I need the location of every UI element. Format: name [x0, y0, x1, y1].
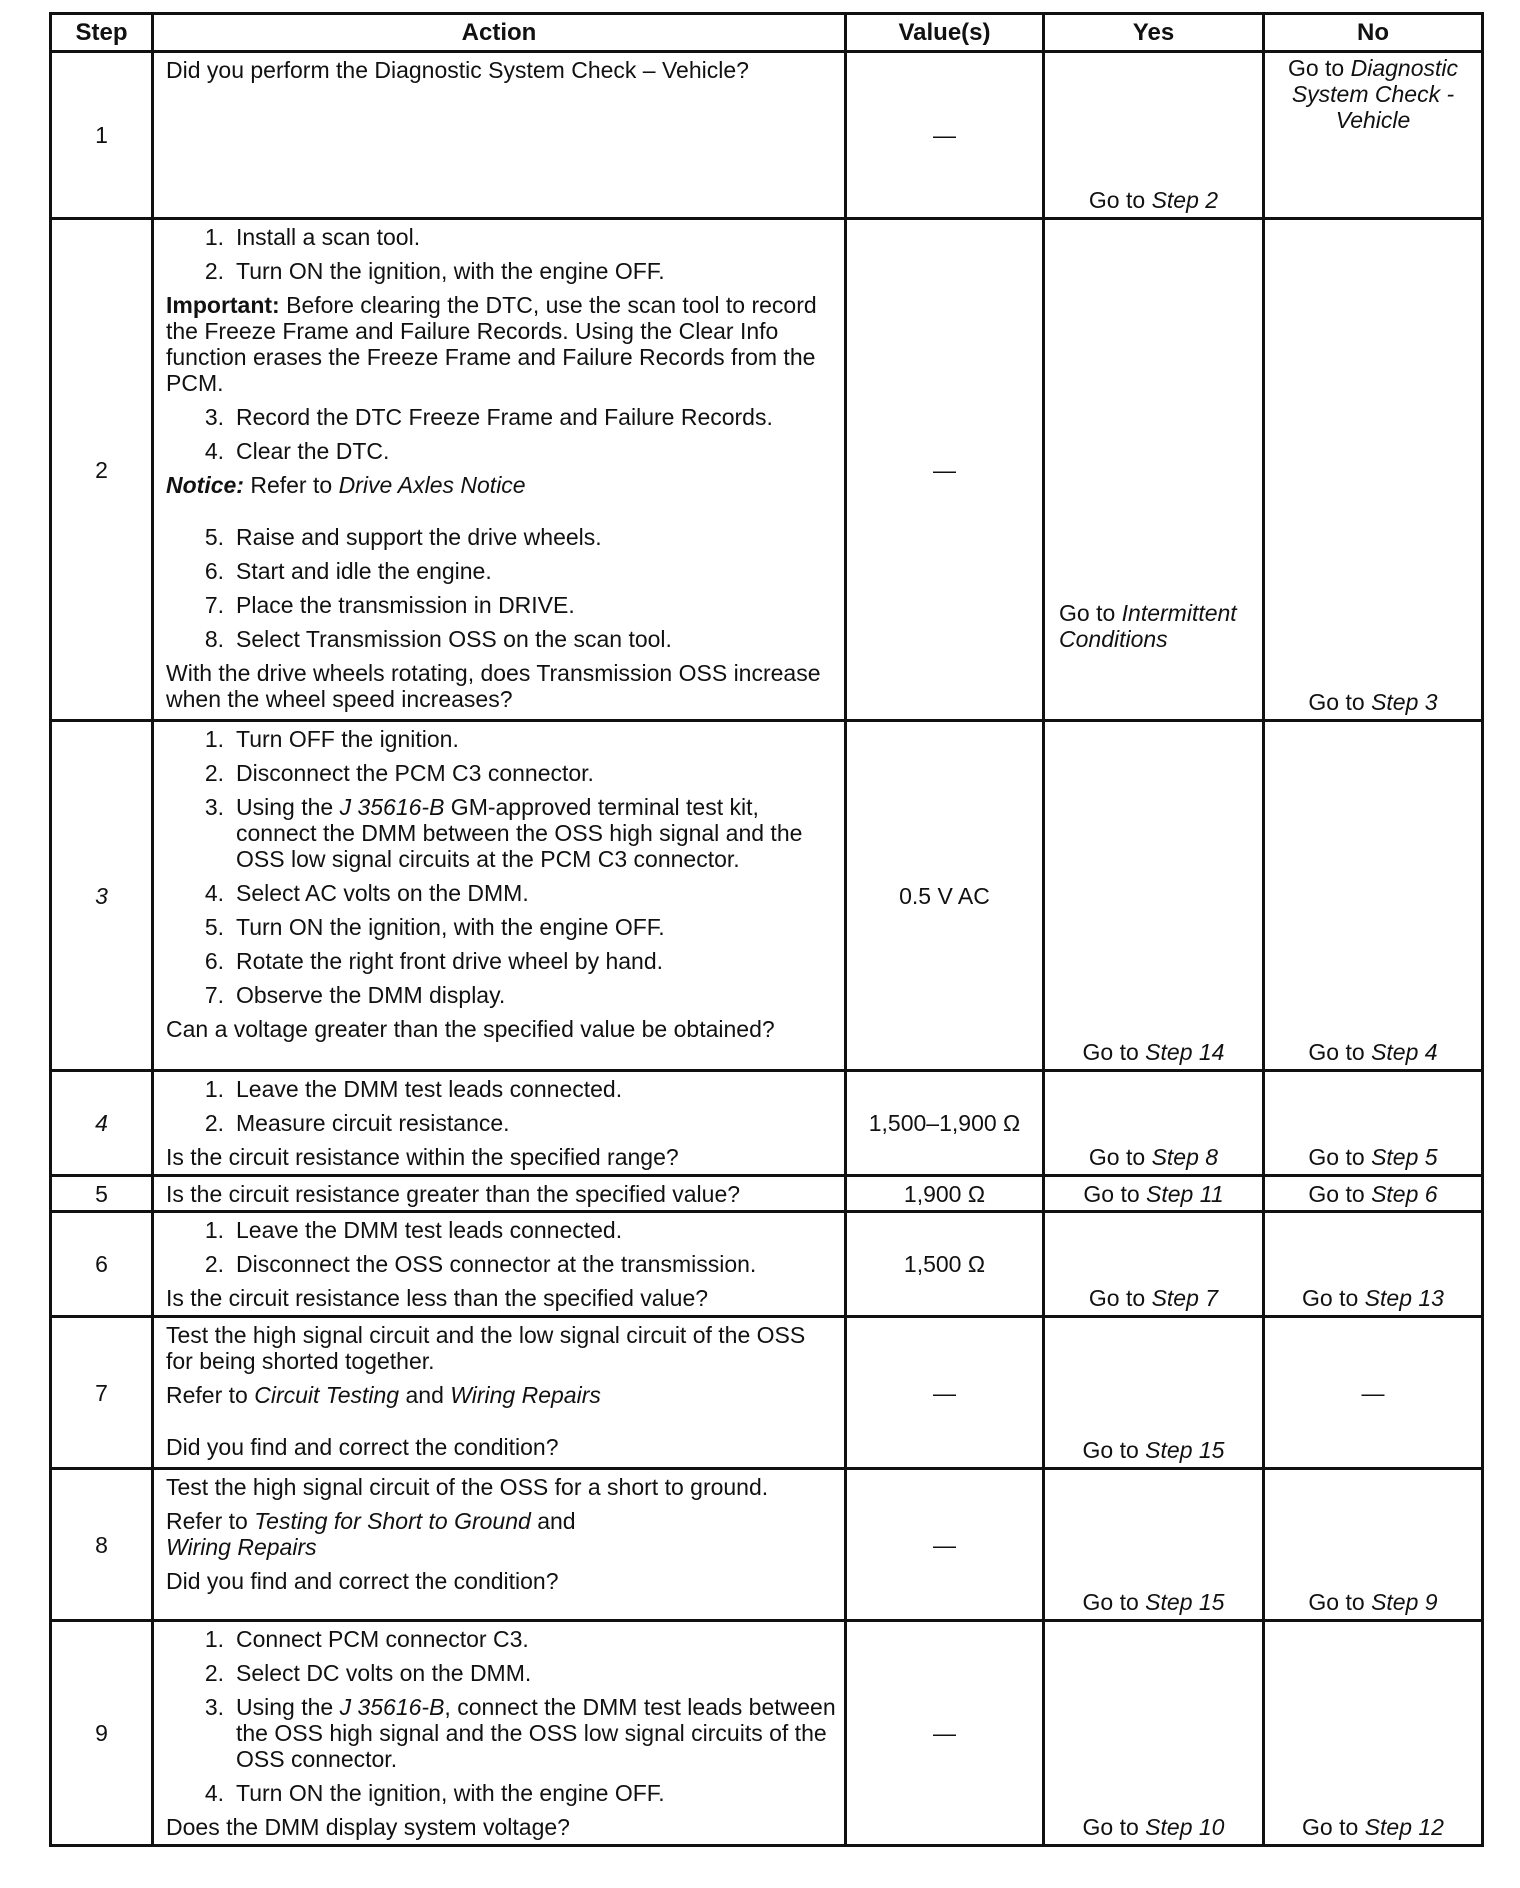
- reference-link[interactable]: Wiring Repairs: [450, 1382, 601, 1408]
- yes-cell: [1044, 721, 1264, 1071]
- list-item: 1. Leave the DMM test leads connected.: [204, 1217, 623, 1243]
- action-cell: [153, 219, 846, 721]
- no-cell: —: [1264, 1317, 1483, 1469]
- link-prefix: Go to: [1287, 55, 1351, 81]
- value-cell: 1,500–1,900 Ω: [846, 1071, 1044, 1176]
- no-link[interactable]: [1265, 1589, 1481, 1615]
- no-link[interactable]: [1265, 1285, 1481, 1311]
- no-cell: [1264, 1621, 1483, 1846]
- list-item: 4. Clear the DTC.: [204, 438, 390, 464]
- link-target: Step 2: [1151, 187, 1219, 213]
- link-prefix: Go to: [1308, 689, 1372, 715]
- question-text: Is the circuit resistance greater than the specified value?: [166, 1180, 741, 1207]
- yes-link[interactable]: [1045, 1437, 1262, 1463]
- yes-cell: [1044, 1071, 1264, 1176]
- link-target: Step 4: [1371, 1039, 1438, 1065]
- value-cell: 1,900 Ω: [846, 1176, 1044, 1212]
- instruction-text: Test the high signal circuit and the low signal circuit of the OSS for being shorted together.: [166, 1322, 806, 1374]
- list-item: 4. Select AC volts on the DMM.: [204, 880, 529, 906]
- link-prefix: Go to: [1088, 1144, 1152, 1170]
- yes-cell: [1044, 52, 1264, 219]
- yes-link[interactable]: [1045, 1285, 1262, 1311]
- step-number: 1: [51, 52, 153, 219]
- value-cell: —: [846, 52, 1044, 219]
- list-item: 1. Turn OFF the ignition.: [204, 726, 459, 752]
- value-cell: —: [846, 1317, 1044, 1469]
- no-link[interactable]: [1265, 1814, 1481, 1840]
- tool-reference: J 35616-B: [339, 1694, 445, 1720]
- yes-link[interactable]: [1045, 1589, 1262, 1615]
- yes-cell: [1044, 1469, 1264, 1621]
- link-target: Step 3: [1371, 689, 1438, 715]
- diagnostic-table: [49, 12, 1484, 1847]
- step-list: [166, 1626, 836, 1806]
- header-step: Step: [51, 14, 153, 52]
- link-target: Step 13: [1364, 1285, 1444, 1311]
- yes-link[interactable]: [1045, 187, 1262, 213]
- question-text: Is the circuit resistance within the specified range?: [166, 1144, 679, 1170]
- no-link[interactable]: [1265, 1039, 1481, 1065]
- step-number: 4: [51, 1071, 153, 1176]
- table-row: [51, 1469, 1483, 1621]
- yes-link[interactable]: [1059, 600, 1258, 652]
- yes-cell: [1044, 1212, 1264, 1317]
- table-row: [51, 1212, 1483, 1317]
- no-link[interactable]: [1308, 1181, 1437, 1207]
- action-cell: [153, 1071, 846, 1176]
- list-item: 1. Connect PCM connector C3.: [204, 1626, 529, 1652]
- question-text: Did you perform the Diagnostic System Check – Vehicle?: [166, 57, 749, 83]
- list-item: 6. Rotate the right front drive wheel by hand.: [204, 948, 664, 974]
- link-prefix: Go to: [1082, 1814, 1146, 1840]
- list-item: 7. Place the transmission in DRIVE.: [204, 592, 575, 618]
- table-row: [51, 1176, 1483, 1212]
- step-number: 3: [51, 721, 153, 1071]
- list-item: 7. Observe the DMM display.: [204, 982, 506, 1008]
- link-target: Step 7: [1151, 1285, 1219, 1311]
- link-prefix: Go to: [1302, 1814, 1365, 1840]
- action-cell: [153, 1621, 846, 1846]
- reference-link[interactable]: Circuit Testing: [254, 1382, 400, 1408]
- question-text: With the drive wheels rotating, does Transmission OSS increase when the wheel speed increases?: [166, 660, 821, 712]
- step-number: 8: [51, 1469, 153, 1621]
- list-item: 2. Turn ON the ignition, with the engine OFF.: [204, 258, 665, 284]
- link-prefix: Go to: [1059, 600, 1122, 626]
- step-list: [166, 1217, 836, 1277]
- step-number: 5: [51, 1176, 153, 1212]
- link-prefix: Go to: [1082, 1437, 1146, 1463]
- list-item: 3. Using the J 35616-B, connect the DMM test leads between the OSS high signal and the OSS low signal circuits of the OSS connector.: [204, 1694, 836, 1772]
- step-list: [166, 524, 836, 652]
- question-text: Did you find and correct the condition?: [166, 1568, 559, 1594]
- link-target: Step 10: [1145, 1814, 1225, 1840]
- no-link[interactable]: [1265, 689, 1481, 715]
- list-item: 5. Turn ON the ignition, with the engine OFF.: [204, 914, 665, 940]
- table-row: [51, 1071, 1483, 1176]
- link-target: Step 15: [1145, 1437, 1225, 1463]
- link-prefix: Go to: [1088, 1285, 1152, 1311]
- no-link[interactable]: [1265, 53, 1481, 133]
- link-target: Step 5: [1371, 1144, 1438, 1170]
- refer-text: Refer to Circuit Testing and Wiring Repairs: [166, 1382, 601, 1408]
- table-row: [51, 1317, 1483, 1469]
- table-row: [51, 1621, 1483, 1846]
- link-prefix: Go to: [1308, 1144, 1372, 1170]
- yes-cell: [1044, 1621, 1264, 1846]
- list-item: 4. Turn ON the ignition, with the engine OFF.: [204, 1780, 665, 1806]
- no-cell: [1264, 1071, 1483, 1176]
- yes-cell: [1044, 1317, 1264, 1469]
- link-prefix: Go to: [1082, 1589, 1146, 1615]
- list-item: 3. Record the DTC Freeze Frame and Failure Records.: [204, 404, 773, 430]
- table-row: [51, 721, 1483, 1071]
- no-cell: [1264, 1176, 1483, 1212]
- link-target: Step 14: [1145, 1039, 1225, 1065]
- question-text: Does the DMM display system voltage?: [166, 1814, 570, 1840]
- yes-link[interactable]: [1083, 1181, 1223, 1207]
- value-cell: —: [846, 1469, 1044, 1621]
- question-text: Can a voltage greater than the specified value be obtained?: [166, 1016, 775, 1042]
- action-cell: [153, 1212, 846, 1317]
- link-prefix: Go to: [1082, 1039, 1146, 1065]
- list-item: 1. Leave the DMM test leads connected.: [204, 1076, 623, 1102]
- question-text: Is the circuit resistance less than the specified value?: [166, 1285, 709, 1311]
- link-target: Step 12: [1364, 1814, 1444, 1840]
- no-cell: [1264, 1469, 1483, 1621]
- value-cell: 1,500 Ω: [846, 1212, 1044, 1317]
- list-item: 2. Measure circuit resistance.: [204, 1110, 510, 1136]
- link-prefix: Go to: [1308, 1039, 1372, 1065]
- link-prefix: Go to: [1088, 187, 1152, 213]
- action-cell: [153, 1317, 846, 1469]
- yes-link[interactable]: [1045, 1144, 1262, 1170]
- step-list: [166, 404, 836, 464]
- link-prefix: Go to: [1083, 1180, 1147, 1207]
- list-item: 3. Using the J 35616-B GM-approved terminal test kit, connect the DMM between the OSS high signal and the OSS low signal circuits at the PCM C3 connector.: [204, 794, 803, 872]
- action-cell: [153, 1469, 846, 1621]
- link-target: Intermittent Conditions: [1059, 600, 1237, 652]
- link-prefix: Go to: [1308, 1180, 1372, 1207]
- list-item: 2. Disconnect the OSS connector at the transmission.: [204, 1251, 757, 1277]
- no-cell: [1264, 219, 1483, 721]
- header-row: [51, 14, 1483, 52]
- value-cell: —: [846, 1621, 1044, 1846]
- list-item: 2. Disconnect the PCM C3 connector.: [204, 760, 594, 786]
- link-prefix: Go to: [1302, 1285, 1365, 1311]
- tool-reference: J 35616-B: [339, 794, 445, 820]
- reference-link[interactable]: Testing for Short to Ground: [254, 1508, 531, 1534]
- action-cell: [153, 1176, 846, 1212]
- header-action: Action: [153, 14, 846, 52]
- value-cell: 0.5 V AC: [846, 721, 1044, 1071]
- step-list: [166, 224, 836, 284]
- step-number: 7: [51, 1317, 153, 1469]
- link-target: Step 6: [1371, 1180, 1438, 1207]
- header-yes: Yes: [1044, 14, 1264, 52]
- step-list: [166, 1076, 836, 1136]
- list-item: 6. Start and idle the engine.: [204, 558, 492, 584]
- table-row: [51, 52, 1483, 219]
- no-cell: [1264, 721, 1483, 1071]
- list-item: 5. Raise and support the drive wheels.: [204, 524, 602, 550]
- list-item: 1. Install a scan tool.: [204, 224, 421, 250]
- table-row: [51, 219, 1483, 721]
- link-target: Step 9: [1371, 1589, 1438, 1615]
- action-cell: [153, 52, 846, 219]
- link-target: Diagnostic System Check - Vehicle: [1291, 55, 1459, 133]
- header-values: Value(s): [846, 14, 1044, 52]
- yes-cell: [1044, 219, 1264, 721]
- list-item: 8. Select Transmission OSS on the scan tool.: [204, 626, 672, 652]
- link-target: Step 8: [1151, 1144, 1219, 1170]
- step-list: [166, 726, 836, 1008]
- yes-link[interactable]: [1045, 1814, 1262, 1840]
- notice-link[interactable]: Drive Axles Notice: [338, 472, 526, 498]
- action-cell: [153, 721, 846, 1071]
- refer-text: Refer to Testing for Short to Ground and Wiring Repairs: [166, 1508, 576, 1560]
- no-cell: [1264, 52, 1483, 219]
- question-text: Did you find and correct the condition?: [166, 1434, 559, 1460]
- link-prefix: Go to: [1308, 1589, 1372, 1615]
- no-cell: [1264, 1212, 1483, 1317]
- yes-cell: [1044, 1176, 1264, 1212]
- list-item: 2. Select DC volts on the DMM.: [204, 1660, 532, 1686]
- no-link[interactable]: [1265, 1144, 1481, 1170]
- step-number: 6: [51, 1212, 153, 1317]
- header-no: No: [1264, 14, 1483, 52]
- value-cell: —: [846, 219, 1044, 721]
- yes-link[interactable]: [1045, 1039, 1262, 1065]
- notice-note: Notice: Refer to Drive Axles Notice: [166, 472, 526, 498]
- instruction-text: Test the high signal circuit of the OSS for a short to ground.: [166, 1474, 769, 1500]
- important-note: Important: Before clearing the DTC, use the scan tool to record the Freeze Frame and Failure Records. Using the Clear Info function erases the Freeze Frame and Failure Records from the PCM.: [166, 292, 817, 396]
- reference-link[interactable]: Wiring Repairs: [166, 1534, 317, 1560]
- link-target: Step 11: [1146, 1180, 1224, 1207]
- step-number: 9: [51, 1621, 153, 1846]
- step-number: 2: [51, 219, 153, 721]
- link-target: Step 15: [1145, 1589, 1225, 1615]
